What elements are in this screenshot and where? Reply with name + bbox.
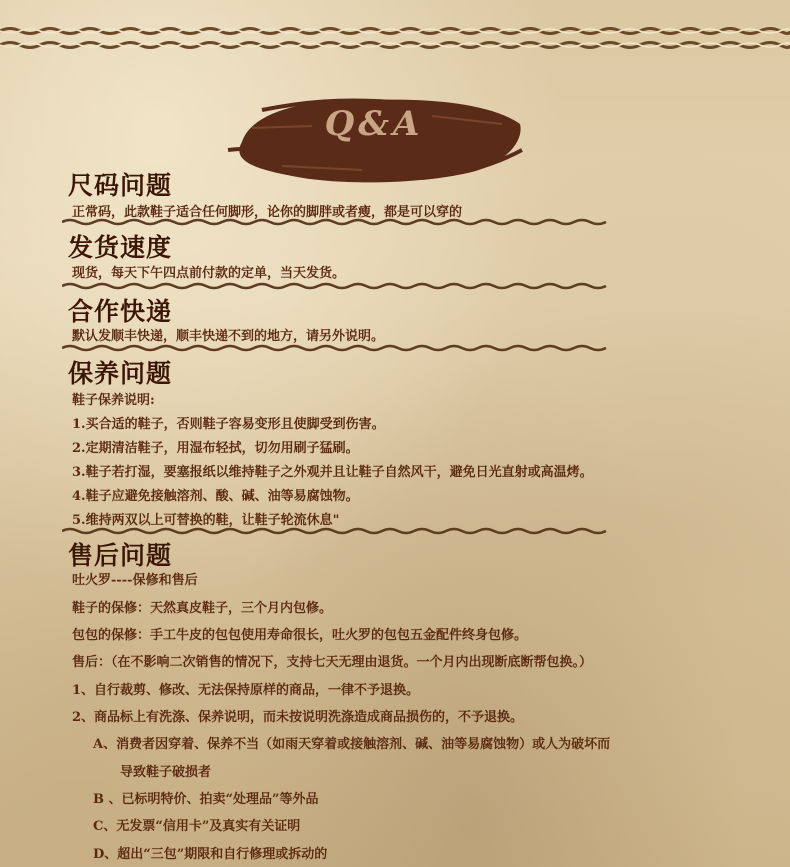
aftersale-rule-1: 1、自行裁剪、修改、无法保持原样的商品，一律不予退换。 [72, 683, 420, 698]
section-title-size: 尺码问题 [68, 171, 173, 200]
qa-logo-text: Q&A [324, 104, 424, 144]
care-item-3: 3.鞋子若打湿，要塞报纸以维持鞋子之外观并且让鞋子自然风干，避免日光直射或高温烤。 [72, 465, 593, 480]
top-rope-border-1 [0, 26, 790, 36]
care-item-4: 4.鞋子应避免接触溶剂、酸、碱、油等易腐蚀物。 [72, 489, 359, 504]
aftersale-rule-a-cont: 导致鞋子破损者 [120, 765, 212, 780]
aftersale-return-policy: 售后：（在不影响二次销售的情况下，支持七天无理由退货。一个月内出现断底断帮包换。） [72, 655, 593, 670]
aftersale-bag-warranty: 包包的保修：手工牛皮的包包使用寿命很长，吐火罗的包包五金配件终身包修。 [72, 628, 528, 643]
courier-line: 默认发顺丰快递，顺丰快递不到的地方，请另外说明。 [72, 329, 385, 344]
aftersale-rule-a: A、消费者因穿着、保养不当（如雨天穿着或接触溶剂、碱、油等易腐蚀物）或人为破坏而 [93, 737, 611, 752]
section-title-care: 保养问题 [68, 359, 173, 388]
section-divider [62, 527, 610, 535]
section-divider [62, 218, 610, 226]
section-title-courier: 合作快递 [68, 297, 173, 326]
size-line: 正常码，此款鞋子适合任何脚形，论你的脚胖或者瘦，都是可以穿的 [72, 205, 463, 220]
aftersale-brand-line: 吐火罗----保修和售后 [72, 573, 198, 588]
aftersale-rule-b: B 、已标明特价、拍卖“处理品”等外品 [93, 792, 319, 807]
section-title-aftersale: 售后问题 [68, 541, 173, 570]
section-divider [62, 282, 610, 290]
aftersale-rule-d: D、超出“三包”期限和自行修理或拆动的 [93, 847, 328, 862]
care-item-1: 1.买合适的鞋子，否则鞋子容易变形且使脚受到伤害。 [72, 417, 385, 432]
care-item-2: 2.定期清洁鞋子，用湿布轻拭，切勿用刷子猛刷。 [72, 441, 359, 456]
section-title-shipping: 发货速度 [68, 233, 173, 262]
care-item-5: 5.维持两双以上可替换的鞋，让鞋子轮流休息" [72, 513, 340, 528]
aftersale-shoe-warranty: 鞋子的保修：天然真皮鞋子，三个月内包修。 [72, 601, 333, 616]
top-rope-border-2 [0, 40, 790, 50]
aftersale-rule-c: C、无发票“信用卡”及真实有关证明 [93, 819, 301, 834]
care-subtitle: 鞋子保养说明: [72, 393, 155, 408]
aftersale-rule-2: 2、商品标上有洗涤、保养说明，而未按说明洗涤造成商品损伤的，不予退换。 [72, 710, 524, 725]
shipping-line: 现货，每天下午四点前付款的定单，当天发货。 [72, 266, 346, 281]
section-divider [62, 344, 610, 352]
